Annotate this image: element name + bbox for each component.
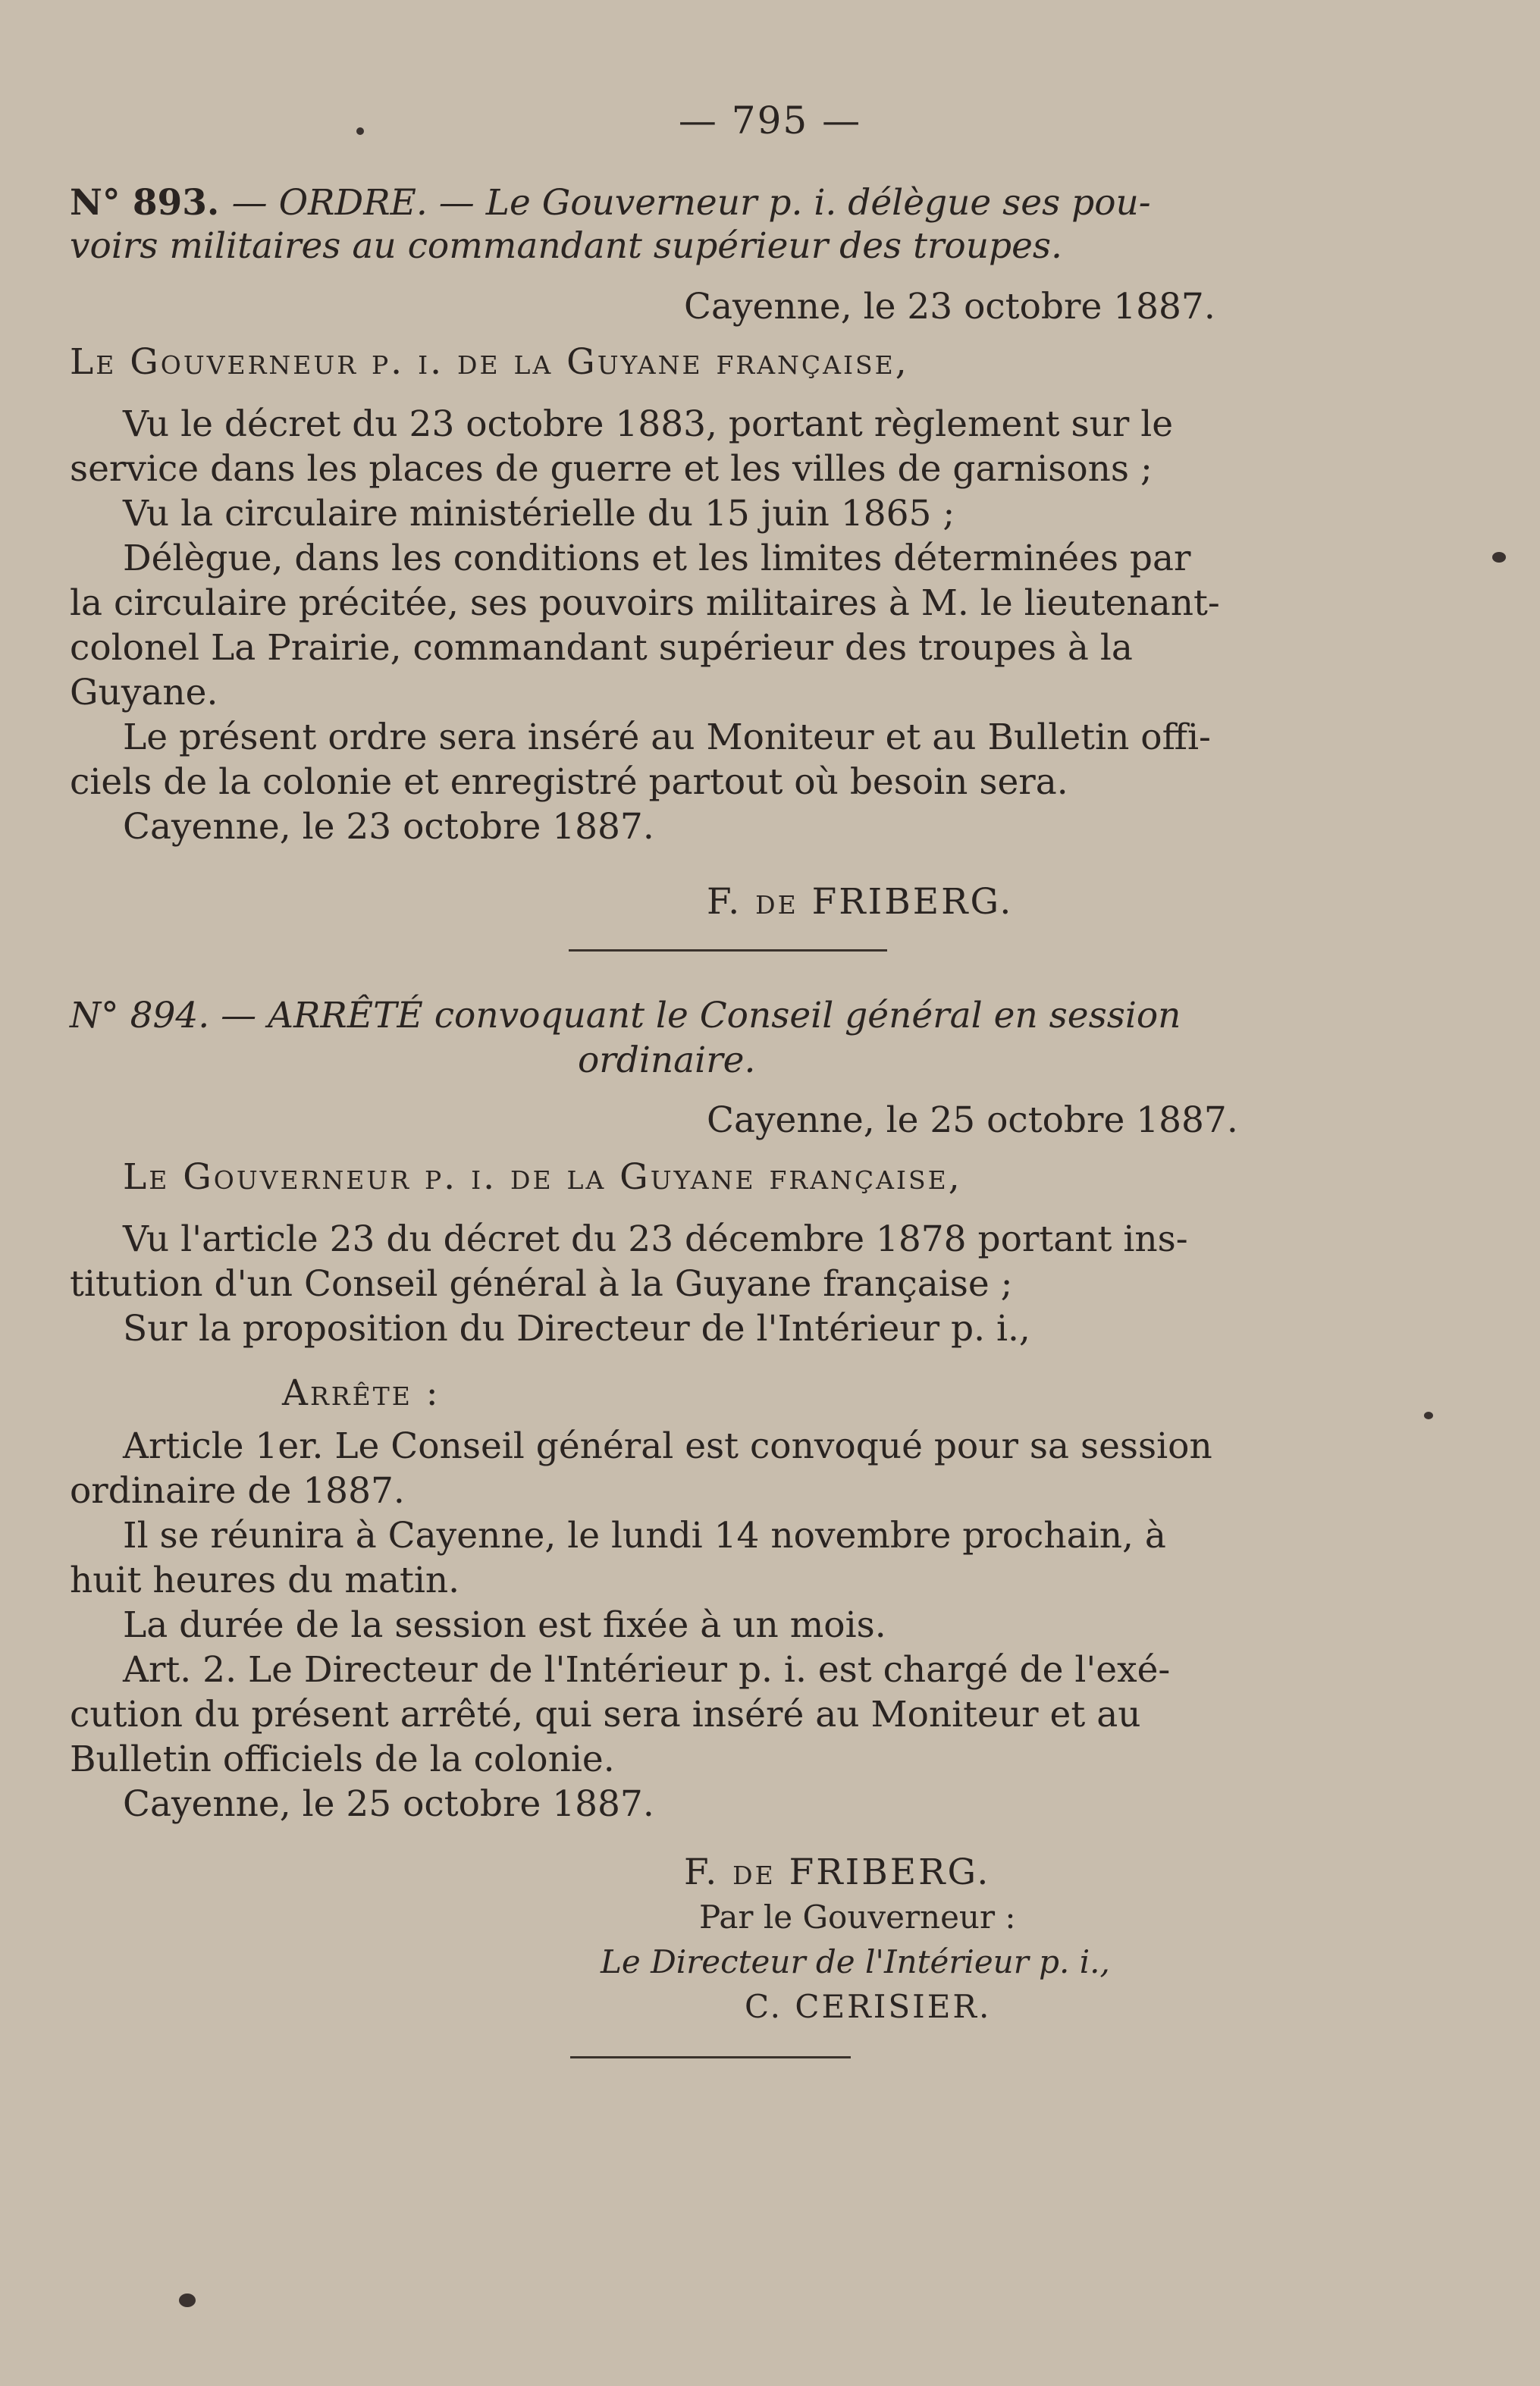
ink-speck <box>179 2294 196 2307</box>
order-893-body-line: Vu la circulaire ministérielle du 15 juin 1865 ; <box>123 493 955 535</box>
order-894-body-line: titution d'un Conseil général à la Guyane française ; <box>70 1263 1013 1305</box>
order-893-body-line: Délègue, dans les conditions et les limites déterminées par <box>123 538 1191 579</box>
order-893-governor-line: Le Gouverneur p. i. de la Guyane française, <box>70 341 909 383</box>
closing-divider <box>570 2056 851 2058</box>
order-893-body-line: colonel La Prairie, commandant supérieur des troupes à la <box>70 627 1133 669</box>
article-line: huit heures du matin. <box>70 1560 460 1601</box>
ink-speck <box>1424 1412 1433 1419</box>
section-divider <box>569 949 887 952</box>
article-line: cution du présent arrêté, qui sera inséré au Moniteur et au <box>70 1694 1141 1735</box>
order-894-governor-wrap <box>70 1155 1374 1199</box>
director-title: Le Directeur de l'Intérieur p. i., <box>601 1943 1110 1980</box>
article-line: Article 1er. Le Conseil général est convoqué pour sa session <box>123 1425 1212 1467</box>
director-name: C. CERISIER. <box>745 1988 992 2025</box>
by-governor: Par le Gouverneur : <box>699 1898 1016 1936</box>
order-893-body-line: la circulaire précitée, ses pouvoirs militaires à M. le lieutenant- <box>70 582 1220 624</box>
order-894-body-line: Sur la proposition du Directeur de l'Intérieur p. i., <box>123 1308 1030 1350</box>
order-894-arrete-wrap <box>70 1371 1374 1416</box>
order-893-place-date-wrap <box>70 284 1374 329</box>
order-894-heading-line2: ordinaire. <box>578 1039 756 1081</box>
order-894-place-date: Cayenne, le 25 octobre 1887. <box>707 1099 1238 1141</box>
ink-speck <box>356 127 364 135</box>
order-894-articles <box>70 1424 1374 1826</box>
order-893-heading-line2-wrap <box>70 224 1374 268</box>
article-line: Il se réunira à Cayenne, le lundi 14 novembre prochain, à <box>123 1515 1166 1557</box>
order-893-signature-wrap <box>70 879 1374 924</box>
order-893-body-line: Cayenne, le 23 octobre 1887. <box>123 806 654 848</box>
order-893-place-date: Cayenne, le 23 octobre 1887. <box>684 286 1215 328</box>
order-893-heading-line1: N° 893. — ORDRE. — Le Gouverneur p. i. délègue ses pou- <box>70 182 1151 224</box>
arrete-label: Arrête : <box>282 1372 441 1414</box>
article-line: Art. 2. Le Directeur de l'Intérieur p. i. est chargé de l'exé- <box>123 1649 1171 1691</box>
order-894-heading-line1: N° 894. — ARRÊTÉ convoquant le Conseil général en session <box>70 995 1181 1036</box>
order-894-heading-wrap <box>70 993 1374 1083</box>
order-894-governor-line: Le Gouverneur p. i. de la Guyane française, <box>123 1156 962 1198</box>
order-893-heading-line2: voirs militaires au commandant supérieur des troupes. <box>70 225 1062 267</box>
order-893 <box>70 180 1374 225</box>
ink-speck <box>1492 552 1506 563</box>
order-893-body <box>70 402 1374 849</box>
order-894-signatures <box>70 1850 1374 2029</box>
order-894-body <box>70 1217 1374 1351</box>
article-line: La durée de la session est fixée à un mois. <box>123 1604 886 1646</box>
order-894-body-line: Vu l'article 23 du décret du 23 décembre 1878 portant ins- <box>123 1218 1188 1260</box>
article-line: Bulletin officiels de la colonie. <box>70 1739 615 1780</box>
order-893-body-line: Guyane. <box>70 672 218 713</box>
order-894-place-date-wrap <box>70 1098 1374 1143</box>
order-893-body-line: Le présent ordre sera inséré au Moniteur et au Bulletin offi- <box>123 716 1211 758</box>
article-line: ordinaire de 1887. <box>70 1470 405 1512</box>
order-894-signature: F. de FRIBERG. <box>684 1851 991 1893</box>
order-893-body-line: ciels de la colonie et enregistré partout où besoin sera. <box>70 761 1068 803</box>
article-line: Cayenne, le 25 octobre 1887. <box>123 1783 654 1825</box>
page-number: — 795 — <box>678 99 862 143</box>
order-893-body-line: Vu le décret du 23 octobre 1883, portant règlement sur le <box>123 403 1174 445</box>
order-893-heading-number: N° 893. <box>70 182 232 224</box>
order-893-body-line: service dans les places de guerre et les villes de garnisons ; <box>70 448 1153 490</box>
order-893-signature: F. de FRIBERG. <box>707 881 1014 923</box>
order-893-governor-wrap <box>70 340 1374 384</box>
